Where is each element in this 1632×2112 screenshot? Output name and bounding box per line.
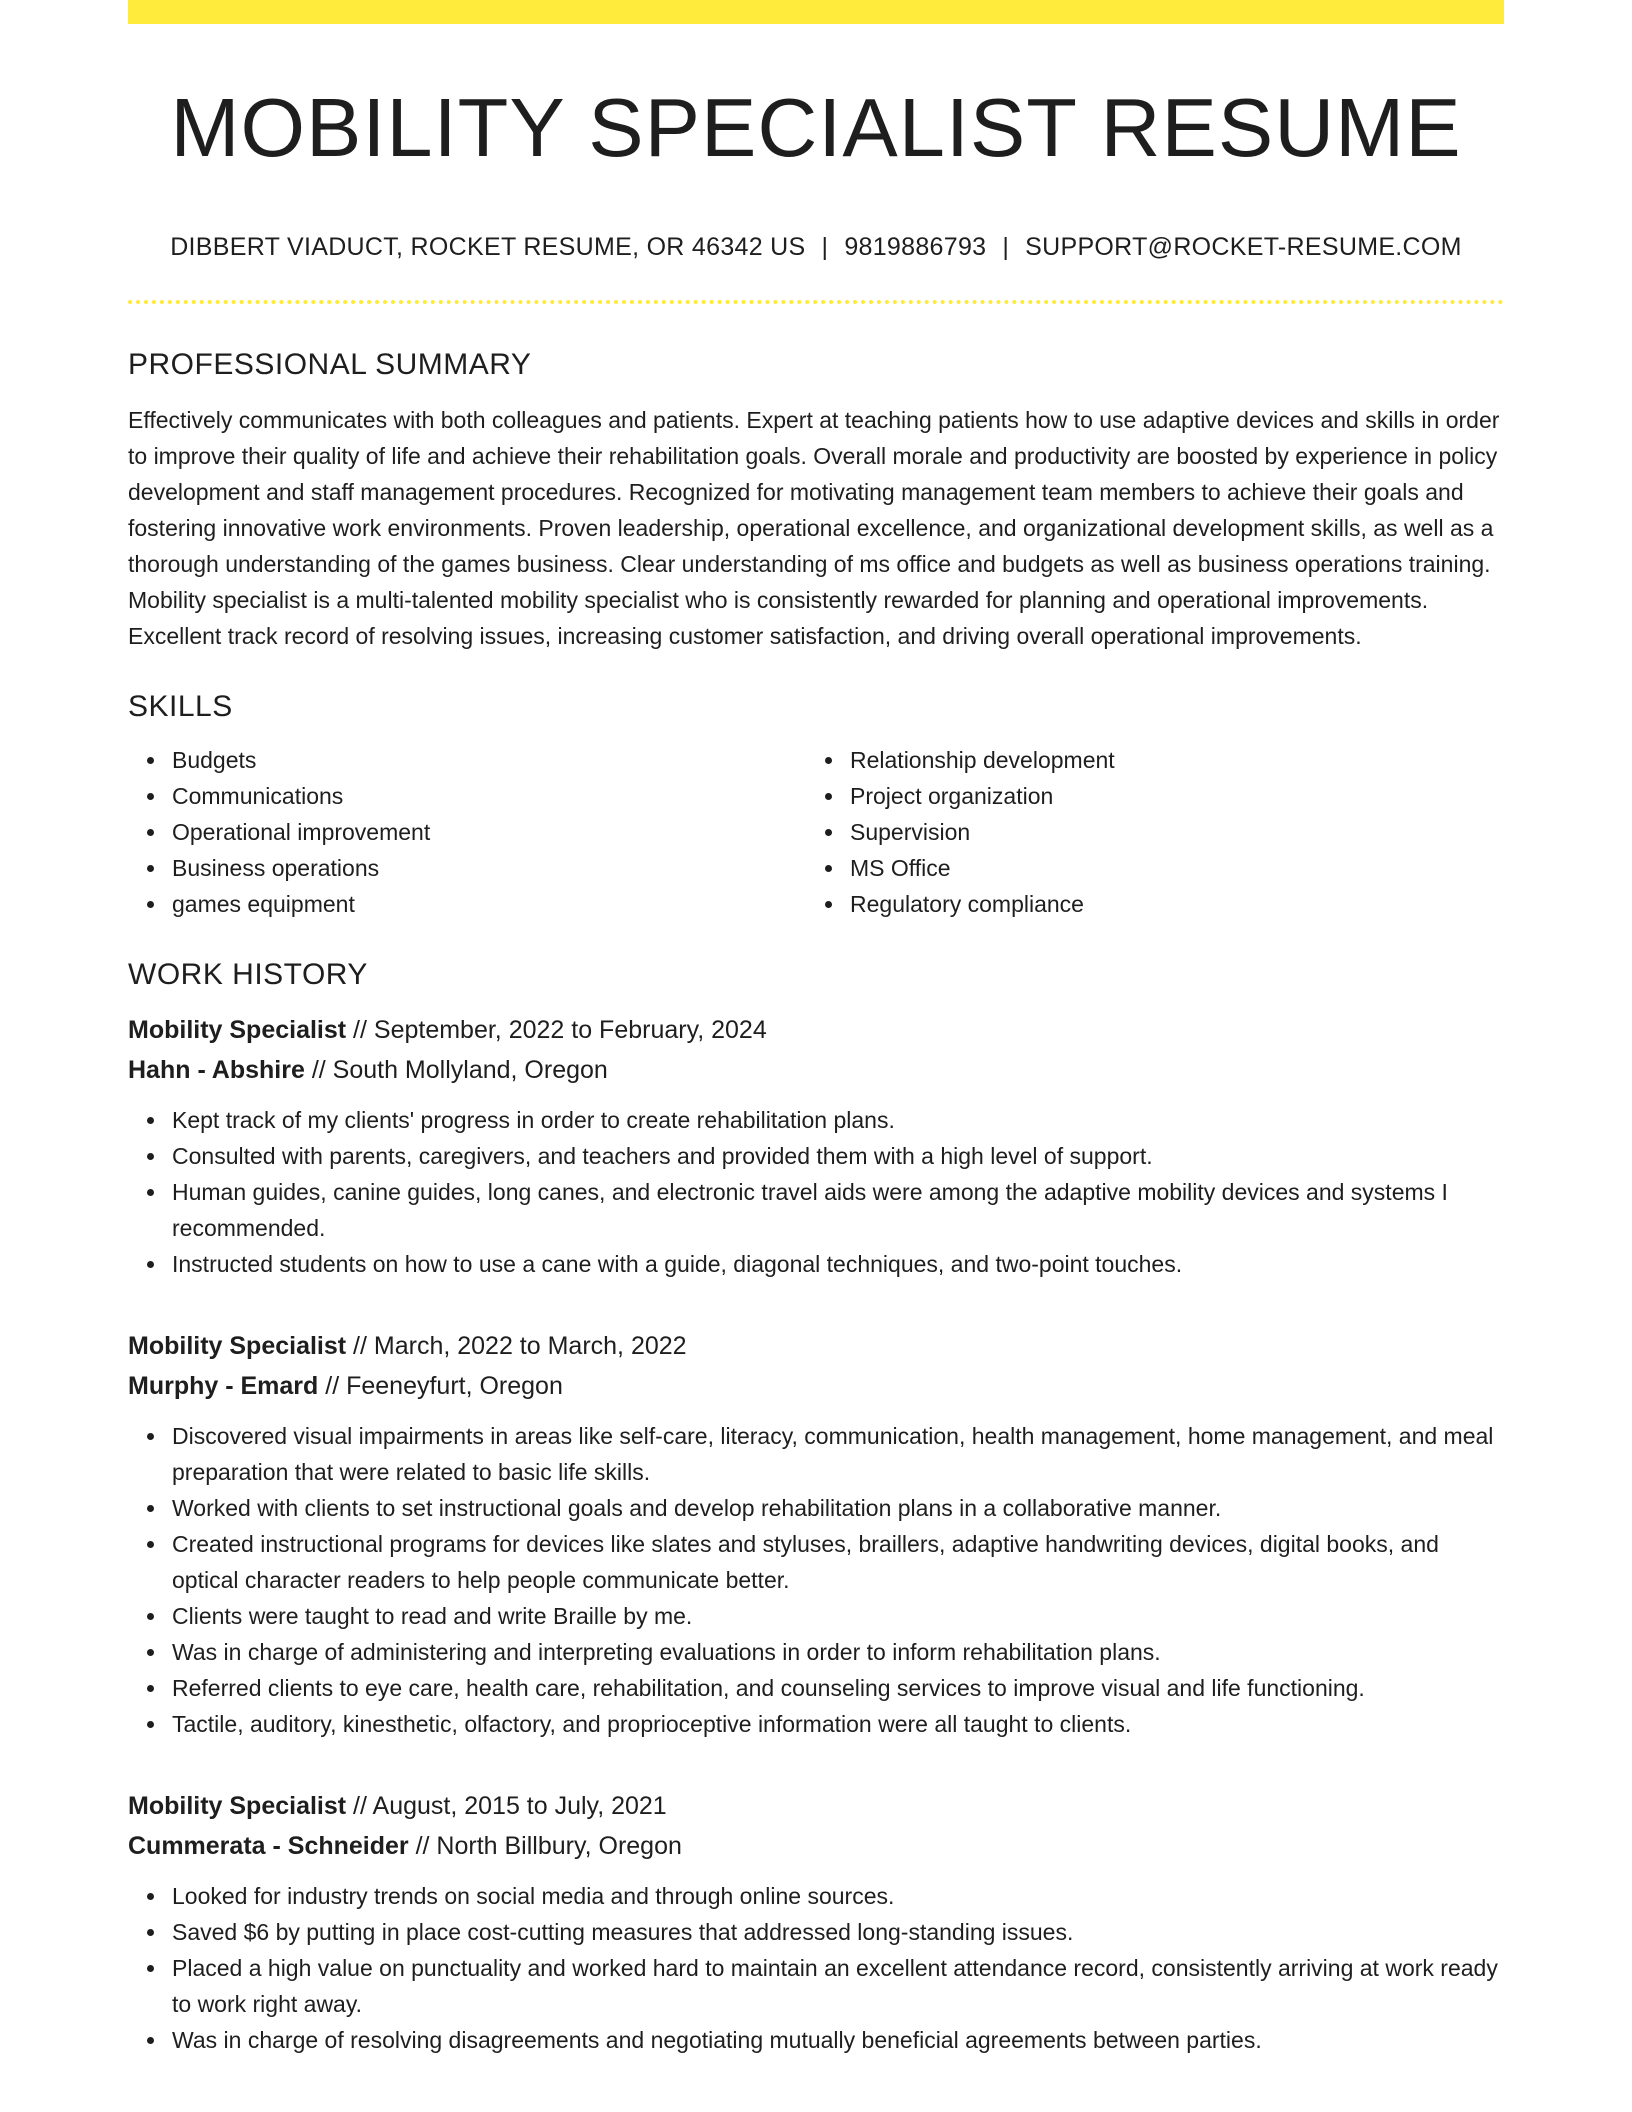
duty-item: Kept track of my clients' progress in order to create rehabilitation plans. <box>172 1102 1504 1138</box>
job-title-line <box>128 1326 1504 1366</box>
duty-item: Referred clients to eye care, health care, rehabilitation, and counseling services to improve visual and life functioning. <box>172 1670 1504 1706</box>
duty-item: Clients were taught to read and write Braille by me. <box>172 1598 1504 1634</box>
skills-list <box>128 742 1504 922</box>
job-location: // Feeneyfurt, Oregon <box>318 1372 563 1400</box>
job-location: // North Billbury, Oregon <box>408 1832 682 1860</box>
contact-email: SUPPORT@ROCKET-RESUME.COM <box>1025 233 1462 261</box>
job-entry <box>128 1786 1504 2058</box>
duty-item: Created instructional programs for devices like slates and styluses, braillers, adaptive handwriting devices, digital books, and optical character readers to help people communicate better. <box>172 1526 1504 1598</box>
contact-separator: | <box>1002 233 1010 261</box>
job-entry <box>128 1326 1504 1742</box>
skills-column-left <box>128 742 806 922</box>
duty-item: Instructed students on how to use a cane with a guide, diagonal techniques, and two-point touches. <box>172 1246 1504 1282</box>
skill-item: Communications <box>172 778 806 814</box>
skill-item: Budgets <box>172 742 806 778</box>
skill-item: Regulatory compliance <box>850 886 1484 922</box>
contact-address: DIBBERT VIADUCT, ROCKET RESUME, OR 46342 US <box>170 233 806 261</box>
skill-item: Supervision <box>850 814 1484 850</box>
duty-item: Consulted with parents, caregivers, and teachers and provided them with a high level of support. <box>172 1138 1504 1174</box>
skill-item: Relationship development <box>850 742 1484 778</box>
summary-text: Effectively communicates with both colleagues and patients. Expert at teaching patients how to use adaptive devices and skills in order to improve their quality of life and achieve their rehabilitation goals. Overall morale and productivity are boosted by experience in policy development and staff management procedures. Recognized for motivating management team members to achieve their goals and fostering innovative work environments. Proven leadership, operational excellence, and organizational development skills, as well as a thorough understanding of the games business. Clear understanding of ms office and budgets as well as business operations training. Mobility specialist is a multi-talented mobility specialist who is consistently rewarded for planning and operational improvements. Excellent track record of resolving issues, increasing customer satisfaction, and driving overall operational improvements. <box>128 407 1500 649</box>
duty-item: Looked for industry trends on social media and through online sources. <box>172 1878 1504 1914</box>
job-duties <box>128 1418 1504 1742</box>
skills-column-right <box>806 742 1484 922</box>
job-dates: // September, 2022 to February, 2024 <box>346 1016 767 1044</box>
job-spacer <box>128 1282 1504 1304</box>
contact-separator: | <box>821 233 829 261</box>
duty-item: Was in charge of administering and interpreting evaluations in order to inform rehabilitation plans. <box>172 1634 1504 1670</box>
duty-item: Worked with clients to set instructional goals and develop rehabilitation plans in a collaborative manner. <box>172 1490 1504 1526</box>
job-duties <box>128 1878 1504 2058</box>
job-company-line <box>128 1826 1504 1866</box>
skill-item: games equipment <box>172 886 806 922</box>
work-history-heading: WORK HISTORY <box>128 958 368 991</box>
job-company: Murphy - Emard <box>128 1372 319 1400</box>
job-title-line <box>128 1786 1504 1826</box>
job-company: Cummerata - Schneider <box>128 1832 409 1860</box>
job-dates: // August, 2015 to July, 2021 <box>346 1792 667 1820</box>
duty-item: Tactile, auditory, kinesthetic, olfactory, and proprioceptive information were all taught to clients. <box>172 1706 1504 1742</box>
job-dates: // March, 2022 to March, 2022 <box>346 1332 687 1360</box>
job-title: Mobility Specialist <box>128 1016 347 1044</box>
duty-item: Discovered visual impairments in areas like self-care, literacy, communication, health management, home management, and meal preparation that were related to basic life skills. <box>172 1418 1504 1490</box>
job-company-line <box>128 1366 1504 1406</box>
duty-item: Was in charge of resolving disagreements and negotiating mutually beneficial agreements between parties. <box>172 2022 1504 2058</box>
page-title: MOBILITY SPECIALIST RESUME <box>170 81 1462 174</box>
duty-item: Saved $6 by putting in place cost-cutting measures that addressed long-standing issues. <box>172 1914 1504 1950</box>
job-title-line <box>128 1010 1504 1050</box>
job-title: Mobility Specialist <box>128 1332 347 1360</box>
job-entry <box>128 1010 1504 1282</box>
job-duties <box>128 1102 1504 1282</box>
accent-bar <box>128 0 1504 24</box>
skills-heading: SKILLS <box>128 690 233 723</box>
job-company: Hahn - Abshire <box>128 1056 305 1084</box>
divider <box>128 300 1504 304</box>
duty-item: Human guides, canine guides, long canes, and electronic travel aids were among the adaptive mobility devices and systems I recommended. <box>172 1174 1504 1246</box>
job-location: // South Mollyland, Oregon <box>304 1056 608 1084</box>
skill-item: Business operations <box>172 850 806 886</box>
job-title: Mobility Specialist <box>128 1792 347 1820</box>
skill-item: MS Office <box>850 850 1484 886</box>
duty-item: Placed a high value on punctuality and worked hard to maintain an excellent attendance record, consistently arriving at work ready to work right away. <box>172 1950 1504 2022</box>
job-company-line <box>128 1050 1504 1090</box>
job-spacer <box>128 1742 1504 1764</box>
contact-phone: 9819886793 <box>844 233 987 261</box>
summary-heading: PROFESSIONAL SUMMARY <box>128 348 532 381</box>
skill-item: Operational improvement <box>172 814 806 850</box>
resume-page <box>128 0 1504 2058</box>
contact-line <box>128 235 1504 260</box>
skill-item: Project organization <box>850 778 1484 814</box>
